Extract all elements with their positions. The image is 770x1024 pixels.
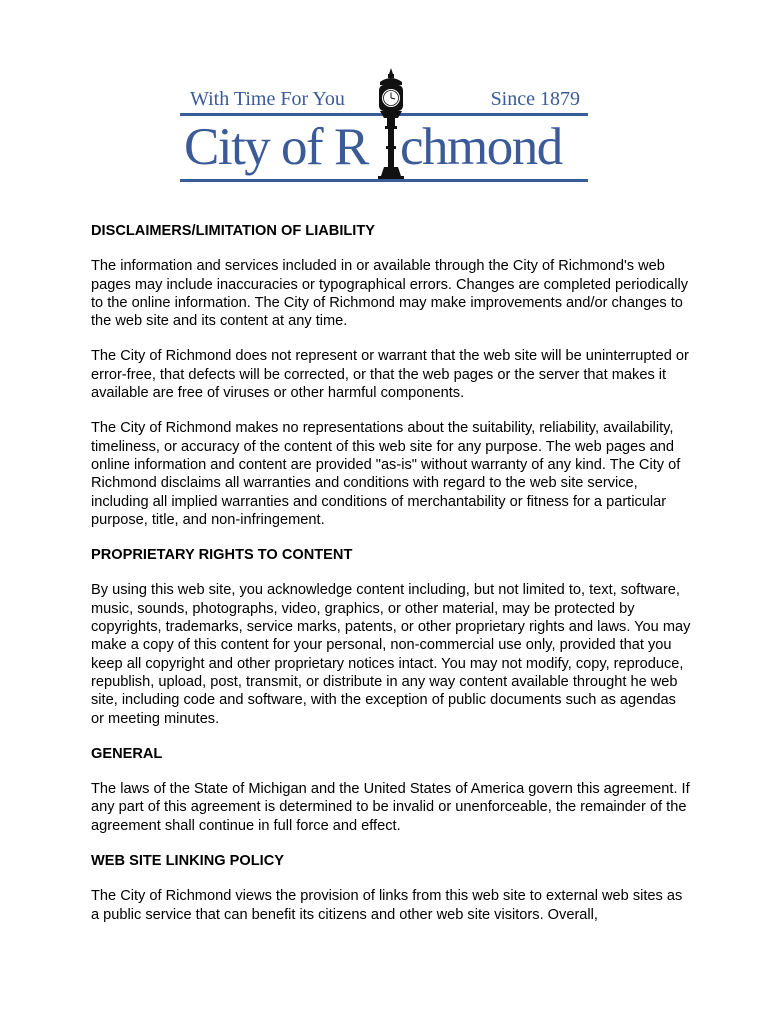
document-body (91, 222, 691, 941)
paragraph: By using this web site, you acknowledge content including, but not limited to, text, software, music, sounds, photographs, video, graphics, or other material, may be protected by copyrights, trademarks, service marks, patents, or other proprietary rights and laws. You may make a copy of this content for your personal, non-commercial use only, provided that you keep all copyright and other proprietary notices intact. You may not modify, copy, reproduce, republish, upload, post, transmit, or distribute in any way content available throught he web site, including code and software, with the exception of public documents such as agendas or meeting minutes. (91, 582, 691, 727)
logo-name-left: City of R (184, 118, 368, 176)
logo-bottom-rule (180, 179, 588, 182)
logo-tagline-left: With Time For You (190, 88, 345, 110)
city-logo (178, 68, 590, 188)
paragraph: The information and services included in or available through the City of Richmond's web pages may include inaccuracies or typographical errors. Changes are completed periodically to the online information. The City of Richmond may make improvements and/or changes to the web site and its content at any time. (91, 258, 689, 330)
logo-tagline-right: Since 1879 (490, 88, 580, 110)
section-heading-linking-policy: WEB SITE LINKING POLICY (91, 853, 284, 870)
paragraph: The laws of the State of Michigan and the United States of America govern this agreement. If any part of this agreement is determined to be invalid or unenforceable, the remainder of the agreement shall continue in full force and effect. (91, 781, 690, 834)
logo-name-right: chmond (400, 118, 562, 176)
street-clock-icon (374, 68, 408, 182)
paragraph: The City of Richmond makes no representations about the suitability, reliability, availability, timeliness, or accuracy of the content of this web site for any purpose. The web pages and online information and content are provided "as-is" without warranty of any kind. The City of Richmond disclaims all warranties and conditions with regard to the web site service, including all implied warranties and conditions of merchantability or fitness for a particular purpose, title, and non-infringement. (91, 420, 681, 528)
section-heading-proprietary-rights: PROPRIETARY RIGHTS TO CONTENT (91, 547, 353, 564)
section-heading-general: GENERAL (91, 745, 163, 762)
paragraph: The City of Richmond does not represent or warrant that the web site will be uninterrupted or error-free, that defects will be corrected, or that the web pages or the server that makes it available are free of viruses or other harmful components. (91, 348, 689, 402)
paragraph: The City of Richmond views the provision of links from this web site to external web sites as a public service that can benefit its citizens and other web site visitors. Overall, (91, 888, 683, 923)
section-heading-disclaimers: DISCLAIMERS/LIMITATION OF LIABILITY (91, 223, 376, 239)
